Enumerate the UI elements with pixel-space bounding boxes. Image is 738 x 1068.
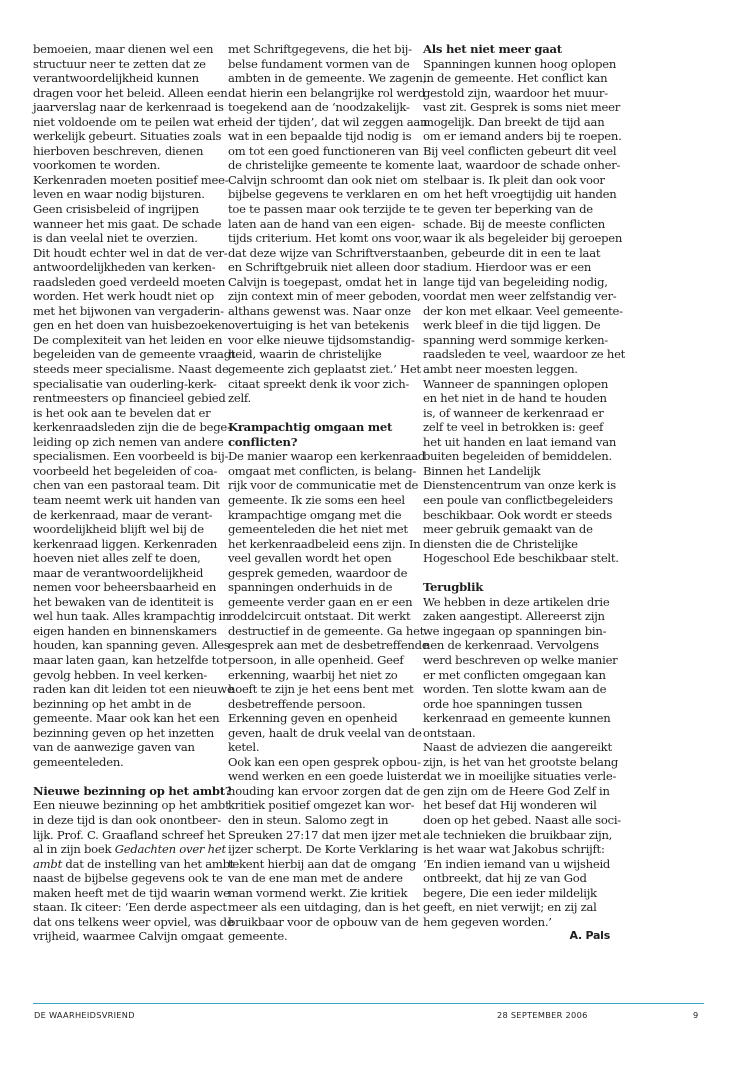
- text-line: ale technieken die bruikbaar zijn,: [423, 827, 613, 842]
- article-column-3: [423, 42, 626, 944]
- paragraph-gap: [33, 769, 228, 784]
- text-line: van de aanwezige gaven van: [33, 740, 195, 755]
- text-line: gemeente. Ik zie soms een heel: [228, 492, 405, 507]
- text-line: gestold zijn, waardoor het muur-: [423, 85, 608, 100]
- text-line: het besef dat Hij wonderen wil: [423, 798, 597, 813]
- text-line: stelbaar is. Ik pleit dan ook voor: [423, 172, 605, 187]
- text-line: team neemt werk uit handen van: [33, 492, 220, 507]
- text-line: het kerkenraadbeleid eens zijn. In: [228, 536, 421, 551]
- text-line: jaarverslag naar de kerkenraad is: [33, 100, 224, 115]
- text-line: kritiek positief omgezet kan wor-: [228, 798, 415, 813]
- text-line: raadsleden goed verdeeld moeten: [33, 274, 226, 289]
- text-line: te laat, waardoor de schade onher-: [423, 158, 621, 173]
- text-line: raadsleden te veel, waardoor ze het: [423, 347, 626, 362]
- text-line: leiding op zich nemen van andere: [33, 434, 224, 449]
- text-line: in de gemeente. Het conflict kan: [423, 71, 608, 86]
- text-line: althans gewenst was. Naar onze: [228, 303, 411, 318]
- text-line: chen van een pastoraal team. Dit: [33, 478, 220, 493]
- text-line: met het bijwonen van vergaderin-: [33, 303, 224, 318]
- text-line: specialismen. Een voorbeeld is bij-: [33, 449, 229, 464]
- text-line: meer gebruik gemaakt van de: [423, 522, 593, 537]
- text-line: Spreuken 27:17 dat men ijzer met: [228, 827, 422, 842]
- article-column-1: [33, 42, 236, 944]
- text-line: Dit houdt echter wel in dat de ver-: [33, 245, 228, 260]
- text-line: Spanningen kunnen hoog oplopen: [423, 56, 617, 71]
- text-line: gemeente verder gaan en er een: [228, 594, 413, 609]
- text-line: waar ik als begeleider bij geroepen: [423, 231, 623, 246]
- text-line: kerkenraad en gemeente kunnen: [423, 711, 611, 726]
- text-line: ben, gebeurde dit in een te laat: [423, 245, 601, 260]
- text-line: belse fundament vormen van de: [228, 56, 410, 71]
- text-line: Bij veel conflicten gebeurt dit veel: [423, 143, 617, 158]
- section-heading: Krampachtig omgaan met: [228, 420, 393, 435]
- text-line: toe te passen maar ook terzijde te: [228, 202, 420, 217]
- text-line: bijbelse gegevens te verklaren en: [228, 187, 418, 202]
- text-line: Dienstencentrum van onze kerk is: [423, 478, 616, 493]
- text-line: Binnen het Landelijk: [423, 463, 541, 478]
- text-line: vast zit. Gesprek is soms niet meer: [423, 100, 620, 115]
- text-line: heid der tijden’, dat wil zeggen aan: [228, 114, 428, 129]
- text-line: dragen voor het beleid. Alleen een: [33, 85, 228, 100]
- text-line: eigen handen en binnenskamers: [33, 623, 217, 638]
- text-line: rijk voor de communicatie met de: [228, 478, 419, 493]
- text-line: voorkomen te worden.: [33, 158, 161, 173]
- text-line: tekent hierbij aan dat de omgang: [228, 856, 417, 871]
- text-line: is het waar wat Jakobus schrijft:: [423, 842, 605, 857]
- text-line: om er iemand anders bij te roepen.: [423, 129, 622, 144]
- text-line: lijk. Prof. C. Graafland schreef het: [33, 827, 226, 842]
- text-line: citaat spreekt denk ik voor zich-: [228, 376, 410, 391]
- text-span: al in zijn boek: [33, 842, 115, 857]
- text-line: meer als een uitdaging, dan is het: [228, 900, 420, 915]
- text-line: met Schriftgegevens, die het bij-: [228, 42, 412, 56]
- text-line: voorbeeld het begeleiden of coa-: [33, 463, 218, 478]
- text-line: diensten die de Christelijke: [423, 536, 578, 551]
- text-line: houden, kan spanning geven. Alles: [33, 638, 230, 653]
- text-line: lange tijd van begeleiding nodig,: [423, 274, 608, 289]
- text-line: hoeft te zijn je het eens bent met: [228, 682, 414, 697]
- text-line: om het heft vroegtijdig uit handen: [423, 187, 617, 202]
- text-line: niet voldoende om te peilen wat er: [33, 114, 229, 129]
- paragraph-gap: [228, 406, 423, 421]
- text-line: [33, 856, 235, 872]
- text-line: der kon met elkaar. Veel gemeente-: [423, 303, 623, 318]
- footer-page-number: 9: [693, 1010, 699, 1020]
- text-line: destructief in de gemeente. Ga het: [228, 623, 425, 638]
- text-line: werd beschreven op welke manier: [423, 652, 618, 667]
- text-line: desbetreffende persoon.: [228, 696, 366, 711]
- text-line: wel hun taak. Alles krampachtig in: [33, 609, 230, 624]
- section-heading: Als het niet meer gaat: [423, 42, 562, 56]
- text-line: bezinning geven op het inzetten: [33, 725, 214, 740]
- text-line: wanneer het mis gaat. De schade: [33, 216, 222, 231]
- text-line: voordat men weer zelfstandig ver-: [423, 289, 617, 304]
- text-line: dat we in moeilijke situaties verle-: [423, 769, 617, 784]
- text-line: krampachtige omgang met die: [228, 507, 402, 522]
- text-line: Naast de adviezen die aangereikt: [423, 740, 612, 755]
- text-line: spanning werd sommige kerken-: [423, 332, 608, 347]
- text-line: nen de kerkenraad. Vervolgens: [423, 638, 599, 653]
- text-line: gen en het doen van huisbezoeken.: [33, 318, 232, 333]
- text-line: een poule van conflictbegeleiders: [423, 492, 613, 507]
- text-line: gen zijn om de Heere God Zelf in: [423, 783, 610, 798]
- text-line: bezinning op het ambt in de: [33, 696, 192, 711]
- text-line: toegekend aan de ‘noodzakelijk-: [228, 100, 410, 115]
- text-line: bemoeien, maar dienen wel een: [33, 42, 214, 56]
- text-line: beschikbaar. Ook wordt er steeds: [423, 507, 613, 522]
- text-line: er met conflicten omgegaan kan: [423, 667, 606, 682]
- text-line: zelf.: [228, 391, 251, 406]
- text-line: om tot een goed functioneren van: [228, 143, 419, 158]
- text-line: maken heeft met de tijd waarin we: [33, 885, 230, 900]
- text-line: tijds criterium. Het komt ons voor,: [228, 231, 422, 246]
- text-line: bruikbaar voor de opbouw van de: [228, 914, 419, 929]
- text-line: gesprek gemeden, waardoor de: [228, 565, 408, 580]
- text-line: begeleiden van de gemeente vraagt: [33, 347, 236, 362]
- text-line: zelf te veel in betrokken is: geef: [423, 420, 604, 435]
- text-line: gemeente zich geplaatst ziet.’ Het: [228, 362, 421, 377]
- text-line: te geven ter beperking van de: [423, 202, 593, 217]
- text-line: is, of wanneer de kerkenraad er: [423, 405, 604, 420]
- text-line: kerkenraadsleden zijn die de bege-: [33, 420, 231, 435]
- article-column-2: [228, 42, 429, 944]
- text-line: gevolg hebben. In veel kerken-: [33, 667, 208, 682]
- text-line: maar laten gaan, kan hetzelfde tot: [33, 652, 228, 667]
- text-line: zijn context min of meer geboden,: [228, 289, 421, 304]
- text-line: roddelcircuit ontstaat. Dit werkt: [228, 609, 411, 624]
- text-line: persoon, in alle openheid. Geef: [228, 652, 404, 667]
- text-line: we ingegaan op spanningen bin-: [423, 623, 607, 638]
- text-line: stadium. Hierdoor was er een: [423, 260, 592, 275]
- text-line: Erkenning geven en openheid: [228, 711, 398, 726]
- text-line: het bewaken van de identiteit is: [33, 594, 214, 609]
- text-line: gesprek aan met de desbetreffende: [228, 638, 429, 653]
- text-line: hoeven niet alles zelf te doen,: [33, 551, 201, 566]
- text-line: steeds meer specialisme. Naast de: [33, 362, 229, 377]
- text-line: gemeente. Maar ook kan het een: [33, 711, 220, 726]
- text-line: staan. Ik citeer: ‘Een derde aspect: [33, 900, 227, 915]
- text-line: We hebben in deze artikelen drie: [423, 594, 610, 609]
- text-line: zijn, is het van het grootste belang: [423, 754, 619, 769]
- text-line: doen op het gebed. Naast alle soci-: [423, 812, 621, 827]
- section-heading: Nieuwe bezinning op het ambt?: [33, 783, 232, 798]
- text-line: Hogeschool Ede beschikbaar stelt.: [423, 551, 619, 566]
- text-line: ontbreekt, dat hij ze van God: [423, 871, 587, 886]
- text-line: maar de verantwoordelijkheid: [33, 565, 204, 580]
- text-line: buiten begeleiden of bemiddelen.: [423, 449, 612, 464]
- text-line: ketel.: [228, 740, 260, 755]
- text-line: ambten in de gemeente. We zagen,: [228, 71, 427, 86]
- text-line: houding kan ervoor zorgen dat de: [228, 783, 420, 798]
- text-line: specialisatie van ouderling-kerk-: [33, 376, 217, 391]
- text-line: begere, Die een ieder mildelijk: [423, 885, 597, 900]
- text-line: heid, waarin de christelijke: [228, 347, 382, 362]
- book-title: Gedachten over het: [114, 842, 226, 857]
- footer-rule: [33, 1003, 704, 1004]
- footer-magazine-name: DE WAARHEIDSVRIEND: [34, 1010, 135, 1020]
- text-line: Wanneer de spanningen oplopen: [423, 376, 609, 391]
- text-line: van de ene man met de andere: [228, 871, 403, 886]
- text-line: raden kan dit leiden tot een nieuwe: [33, 682, 234, 697]
- text-line: dat hierin een belangrijke rol werd: [228, 85, 426, 100]
- text-line: ambt neer moesten leggen.: [423, 362, 578, 377]
- text-line: dat deze wijze van Schriftverstaan: [228, 245, 423, 260]
- text-line: geven, haalt de druk veelal van de: [228, 725, 422, 740]
- text-line: hierboven beschreven, dienen: [33, 143, 204, 158]
- text-line: de christelijke gemeente te komen.: [228, 158, 427, 173]
- text-line: antwoordelijkheden van kerken-: [33, 260, 216, 275]
- text-line: voor elke nieuwe tijdsomstandig-: [228, 332, 415, 347]
- text-line: wat in een bepaalde tijd nodig is: [228, 129, 412, 144]
- text-line: hem gegeven worden.’: [423, 914, 552, 929]
- text-line: leven en waar nodig bijsturen.: [33, 187, 205, 202]
- text-line: Ook kan een open gesprek opbou-: [228, 754, 421, 769]
- text-line: verantwoordelijkheid kunnen: [33, 71, 199, 86]
- section-heading: Terugblik: [423, 580, 484, 595]
- section-heading: conflicten?: [228, 434, 298, 449]
- text-line: dat ons telkens weer opviel, was de: [33, 914, 234, 929]
- text-line: het uit handen en laat iemand van: [423, 434, 617, 449]
- text-span: dat de instelling van het ambt: [62, 856, 235, 871]
- text-line: [33, 842, 228, 857]
- text-line: kerkenraad liggen. Kerkenraden: [33, 536, 218, 551]
- text-line: den in steun. Salomo zegt in: [228, 812, 389, 827]
- text-line: naast de bijbelse gegevens ook te: [33, 871, 223, 886]
- text-line: vrijheid, waarmee Calvijn omgaat: [33, 929, 224, 944]
- text-line: De manier waarop een kerkenraad: [228, 449, 426, 464]
- text-line: overtuiging is het van betekenis: [228, 318, 409, 333]
- text-line: is dan veelal niet te overzien.: [33, 231, 198, 246]
- text-line: Kerkenraden moeten positief mee-: [33, 172, 229, 187]
- text-line: laten aan de hand van een eigen-: [228, 216, 415, 231]
- text-line: spanningen onderhuids in de: [228, 580, 393, 595]
- text-line: man vormend werkt. Zie kritiek: [228, 885, 408, 900]
- text-line: geeft, en niet verwijt; en zij zal: [423, 900, 597, 915]
- text-line: worden. Het werk houdt niet op: [33, 289, 214, 304]
- text-line: worden. Ten slotte kwam aan de: [423, 682, 607, 697]
- text-line: Calvijn schroomt dan ook niet om: [228, 172, 418, 187]
- text-line: de kerkenraad, maar de verant-: [33, 507, 213, 522]
- text-line: omgaat met conflicten, is belang-: [228, 463, 417, 478]
- text-line: orde hoe spanningen tussen: [423, 696, 583, 711]
- book-title: ambt: [33, 856, 62, 871]
- text-line: erkenning, waarbij het niet zo: [228, 667, 398, 682]
- text-line: Een nieuwe bezinning op het ambt: [33, 798, 230, 813]
- text-line: rentmeesters op financieel gebied: [33, 391, 226, 406]
- text-line: wend werken en een goede luister-: [228, 769, 427, 784]
- text-line: ijzer scherpt. De Korte Verklaring: [228, 842, 419, 857]
- text-line: werk bleef in die tijd liggen. De: [423, 318, 601, 333]
- text-line: in deze tijd is dan ook onontbeer-: [33, 812, 222, 827]
- text-line: gemeente.: [228, 929, 288, 944]
- text-line: is het ook aan te bevelen dat er: [33, 405, 211, 420]
- text-line: Calvijn is toegepast, omdat het in: [228, 274, 417, 289]
- text-line: Geen crisisbeleid of ingrijpen: [33, 202, 199, 217]
- text-line: mogelijk. Dan breekt de tijd aan: [423, 114, 605, 129]
- paragraph-gap: [423, 566, 618, 581]
- text-line: nemen voor beheersbaarheid en: [33, 580, 217, 595]
- author-signature: A. Pals: [569, 929, 610, 943]
- footer-date: 28 SEPTEMBER 2006: [497, 1010, 588, 1020]
- text-line: woordelijkheid blijft wel bij de: [33, 522, 204, 537]
- text-line: werkelijk gebeurt. Situaties zoals: [33, 129, 222, 144]
- text-line: zaken aangestipt. Allereerst zijn: [423, 609, 605, 624]
- text-line: veel gevallen wordt het open: [228, 551, 392, 566]
- text-line: gemeenteleden die het niet met: [228, 522, 408, 537]
- text-line: en Schriftgebruik niet alleen door: [228, 260, 420, 275]
- text-line: en het niet in de hand te houden: [423, 391, 607, 406]
- text-line: gemeenteleden.: [33, 754, 124, 769]
- text-line: ontstaan.: [423, 725, 476, 740]
- text-line: structuur neer te zetten dat ze: [33, 56, 206, 71]
- text-line: ‘En indien iemand van u wijsheid: [423, 856, 611, 871]
- text-line: De complexiteit van het leiden en: [33, 332, 223, 347]
- text-line: schade. Bij de meeste conflicten: [423, 216, 605, 231]
